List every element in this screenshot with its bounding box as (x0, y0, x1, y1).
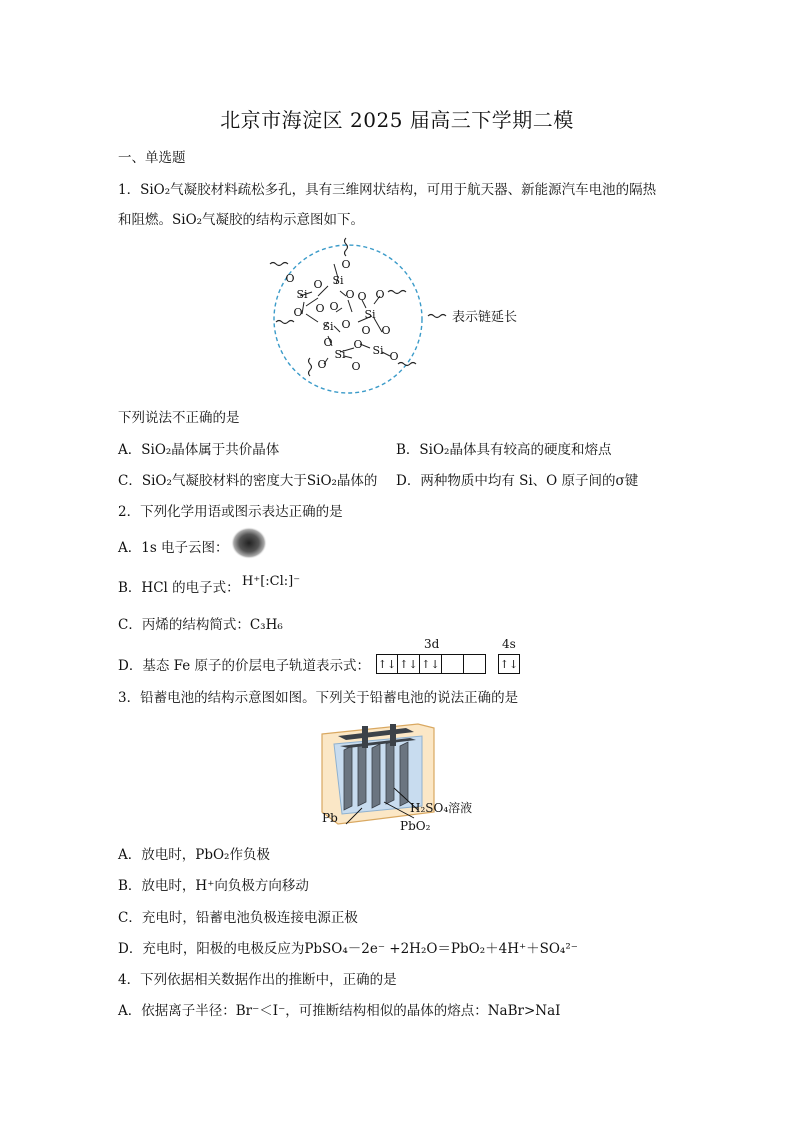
electrode-plate (358, 742, 366, 806)
label-4s: 4s (502, 637, 516, 651)
terminal-post (390, 724, 396, 746)
orbital-3d-3: ↑↓ (420, 654, 442, 674)
chain-wave-bottom-left (309, 358, 312, 376)
q3-option-d: D．充电时，阳极的电极反应为PbSO₄－2e⁻ +2H₂O＝PbO₂＋4H⁺＋SO₄²⁻ (118, 941, 578, 957)
electrode-plate (344, 746, 352, 810)
q3-stem: 3．铅蓄电池的结构示意图如图。下列关于铅蓄电池的说法正确的是 (118, 690, 519, 706)
q1-stem-line1: 1．SiO₂气凝胶材料疏松多孔，具有三维网状结构，可用于航天器、新能源汽车电池的隔热 (118, 182, 657, 198)
orbital-3d-2: ↑↓ (398, 654, 420, 674)
o-atom: O (353, 338, 363, 351)
o-atom: O (313, 278, 323, 291)
o-atom: O (361, 324, 371, 337)
si-atom: Si (364, 308, 376, 321)
hcl-electron-formula: H⁺[:Cl:]⁻ (242, 574, 301, 589)
orbital-box-4s (498, 654, 520, 674)
o-atom: O (375, 288, 385, 301)
page-title: 北京市海淀区 2025 届高三下学期二模 (220, 108, 574, 132)
electrode-plate (400, 742, 408, 806)
chain-wave-left-top (270, 263, 288, 266)
orbital-3d-1: ↑↓ (376, 654, 398, 674)
o-atom: O (389, 350, 399, 363)
q1-option-c: C．SiO₂气凝胶材料的密度大于SiO₂晶体的 (118, 473, 378, 489)
label-pbo2: PbO₂ (400, 819, 431, 833)
q3-option-a: A．放电时，PbO₂作负极 (118, 847, 270, 863)
label-pb: Pb (322, 811, 338, 825)
terminal-post (362, 726, 368, 748)
o-atom: O (329, 300, 339, 313)
q1-option-d: D．两种物质中均有 Si、O 原子间的σ键 (396, 473, 639, 489)
si-atom: Si (334, 348, 346, 361)
q4-option-a: A．依据离子半径：Br⁻＜I⁻，可推断结构相似的晶体的熔点：NaBr>NaI (118, 1003, 561, 1019)
o-atom: O (381, 324, 391, 337)
q1-stem-line2: 和阻燃。SiO₂气凝胶的结构示意图如下。 (118, 212, 365, 228)
q1-question: 下列说法不正确的是 (118, 410, 240, 426)
o-atom: O (357, 290, 367, 303)
sio2-aerogel-figure (262, 236, 542, 396)
label-electrolyte: H₂SO₄溶液 (410, 801, 473, 815)
electrode-plate (386, 740, 394, 804)
chain-wave-left-bottom (276, 321, 294, 324)
q2-option-b: B．HCl 的电子式： (118, 580, 240, 596)
o-atom: O (341, 258, 351, 271)
orbital-4s-1: ↑↓ (498, 654, 520, 674)
o-atom: O (317, 358, 327, 371)
si-atom: Si (372, 344, 384, 357)
si-atom: Si (296, 288, 308, 301)
q2-option-d: D．基态 Fe 原子的价层电子轨道表示式： (118, 658, 371, 674)
o-atom: O (293, 306, 303, 319)
q4-stem: 4．下列依据相关数据作出的推断中，正确的是 (118, 972, 397, 988)
section-heading: 一、单选题 (118, 150, 186, 166)
q2-option-c: C．丙烯的结构简式：C₃H₆ (118, 617, 283, 633)
q1-option-b: B．SiO₂晶体具有较高的硬度和熔点 (396, 442, 612, 458)
electron-cloud-image (230, 526, 268, 560)
q2-option-a: A．1s 电子云图： (118, 540, 229, 556)
q3-option-b: B．放电时，H⁺向负极方向移动 (118, 878, 309, 894)
lead-acid-battery-figure (318, 716, 518, 836)
o-atom: O (315, 302, 325, 315)
legend-wave (428, 315, 446, 318)
o-atom: O (323, 336, 333, 349)
o-atom: O (345, 288, 355, 301)
si-atom: Si (322, 320, 334, 333)
o-atom: O (341, 318, 351, 331)
orbital-3d-5 (464, 654, 486, 674)
chain-wave-right (388, 291, 406, 294)
o-atom: O (351, 360, 361, 373)
electrode-plate (372, 744, 380, 808)
chain-extension-label: 表示链延长 (452, 310, 518, 325)
label-3d: 3d (424, 637, 440, 651)
q1-option-a: A．SiO₂晶体属于共价晶体 (118, 442, 280, 458)
orbital-3d-4 (442, 654, 464, 674)
q2-stem: 2．下列化学用语或图示表达正确的是 (118, 504, 343, 520)
orbital-box-3d (376, 654, 486, 674)
chain-wave-bottom-right (398, 363, 416, 366)
q3-option-c: C．充电时，铅蓄电池负极连接电源正极 (118, 910, 358, 926)
si-atom: Si (332, 274, 344, 287)
o-atom: O (285, 272, 295, 285)
chain-wave-top (345, 238, 348, 256)
